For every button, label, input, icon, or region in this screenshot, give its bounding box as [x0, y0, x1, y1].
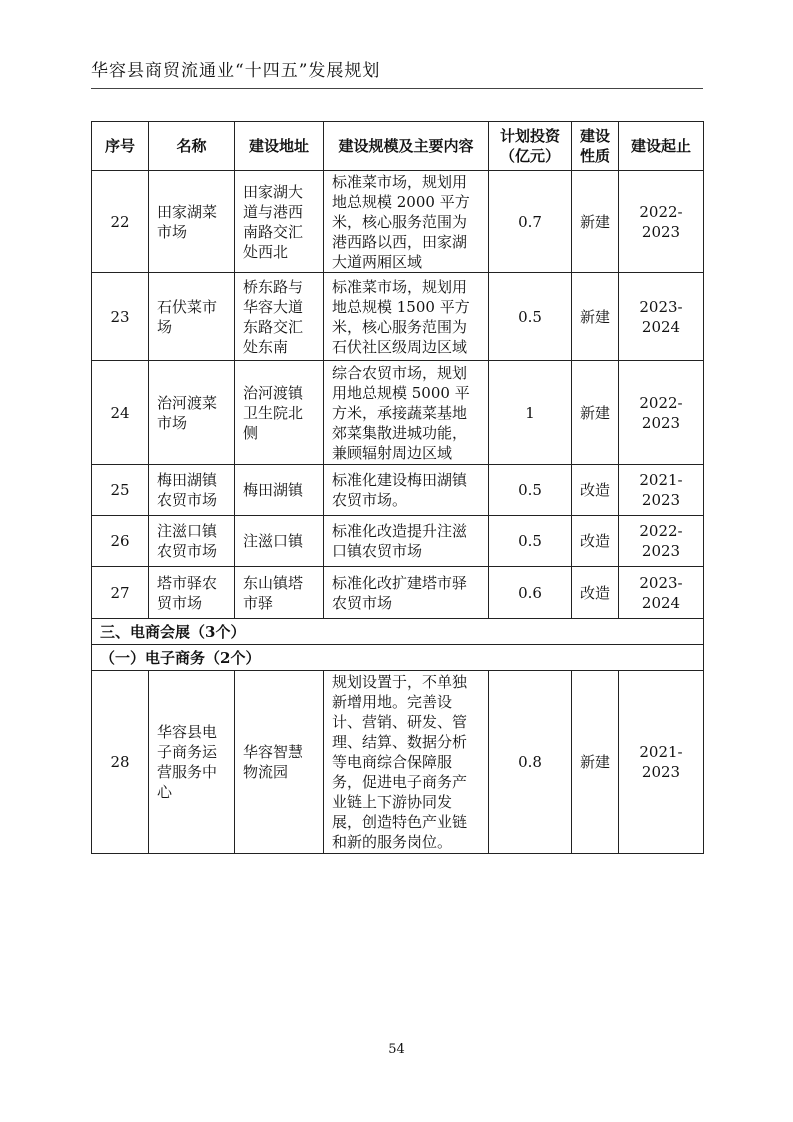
cell-period: 2023-2024: [619, 273, 704, 361]
cell-investment: 0.5: [489, 273, 572, 361]
project-table: [91, 121, 704, 854]
table-header: [92, 122, 704, 171]
cell-content: 规划设置于，不单独新增用地。完善设计、营销、研发、管理、结算、数据分析等电商综合保障服务，促进电子商务产业链上下游协同发展，创造特色产业链和新的服务岗位。: [324, 671, 489, 854]
cell-name: 注滋口镇农贸市场: [149, 516, 235, 567]
cell-address: 田家湖大道与港西南路交汇处西北: [235, 171, 324, 273]
cell-investment: 0.7: [489, 171, 572, 273]
cell-name: 塔市驿农贸市场: [149, 567, 235, 619]
cell-no: 25: [92, 465, 149, 516]
cell-period: 2023-2024: [619, 567, 704, 619]
table-row: [92, 516, 704, 567]
cell-no: 24: [92, 361, 149, 465]
cell-name: 田家湖菜市场: [149, 171, 235, 273]
section-title: 三、电商会展（3个）: [92, 619, 704, 645]
cell-no: 26: [92, 516, 149, 567]
cell-address: 东山镇塔市驿: [235, 567, 324, 619]
col-header-name: 名称: [149, 122, 235, 171]
cell-investment: 0.6: [489, 567, 572, 619]
section-row: [92, 619, 704, 645]
table-row: [92, 273, 704, 361]
table-row: [92, 361, 704, 465]
cell-nature: 新建: [572, 273, 619, 361]
subsection-title: （一）电子商务（2个）: [92, 645, 704, 671]
cell-period: 2021-2023: [619, 465, 704, 516]
subsection-row: [92, 645, 704, 671]
cell-content: 标准菜市场，规划用地总规模 1500 平方米，核心服务范围为石伏社区级周边区域: [324, 273, 489, 361]
cell-period: 2022-2023: [619, 171, 704, 273]
cell-investment: 0.5: [489, 465, 572, 516]
table-row: [92, 567, 704, 619]
cell-content: 标准化改扩建塔市驿农贸市场: [324, 567, 489, 619]
table-row: [92, 171, 704, 273]
col-header-period: 建设起止: [619, 122, 704, 171]
table-row: [92, 465, 704, 516]
running-header: 华容县商贸流通业“十四五”发展规划: [91, 61, 381, 81]
col-header-nature: 建设性质: [572, 122, 619, 171]
header-rule: [91, 88, 703, 89]
cell-no: 22: [92, 171, 149, 273]
cell-name: 华容县电子商务运营服务中心: [149, 671, 235, 854]
cell-address: 治河渡镇卫生院北侧: [235, 361, 324, 465]
cell-period: 2022-2023: [619, 361, 704, 465]
cell-address: 桥东路与华容大道东路交汇处东南: [235, 273, 324, 361]
col-header-no: 序号: [92, 122, 149, 171]
cell-content: 标准化建设梅田湖镇农贸市场。: [324, 465, 489, 516]
cell-nature: 改造: [572, 465, 619, 516]
cell-address: 华容智慧物流园: [235, 671, 324, 854]
page-number: 54: [388, 1042, 405, 1057]
table-row: [92, 671, 704, 854]
cell-no: 23: [92, 273, 149, 361]
cell-no: 27: [92, 567, 149, 619]
cell-nature: 新建: [572, 171, 619, 273]
cell-investment: 0.8: [489, 671, 572, 854]
cell-nature: 新建: [572, 671, 619, 854]
cell-nature: 新建: [572, 361, 619, 465]
cell-name: 治河渡菜市场: [149, 361, 235, 465]
cell-nature: 改造: [572, 516, 619, 567]
col-header-content: 建设规模及主要内容: [324, 122, 489, 171]
col-header-address: 建设地址: [235, 122, 324, 171]
cell-investment: 1: [489, 361, 572, 465]
cell-address: 梅田湖镇: [235, 465, 324, 516]
cell-period: 2021-2023: [619, 671, 704, 854]
cell-nature: 改造: [572, 567, 619, 619]
cell-investment: 0.5: [489, 516, 572, 567]
cell-name: 石伏菜市场: [149, 273, 235, 361]
cell-period: 2022-2023: [619, 516, 704, 567]
cell-name: 梅田湖镇农贸市场: [149, 465, 235, 516]
cell-content: 标准菜市场，规划用地总规模 2000 平方米，核心服务范围为港西路以西，田家湖大道两厢区域: [324, 171, 489, 273]
cell-content: 综合农贸市场，规划用地总规模 5000 平方米，承接蔬菜基地郊菜集散进城功能，兼顾辐射周边区域: [324, 361, 489, 465]
cell-no: 28: [92, 671, 149, 854]
cell-address: 注滋口镇: [235, 516, 324, 567]
cell-content: 标准化改造提升注滋口镇农贸市场: [324, 516, 489, 567]
col-header-investment: 计划投资（亿元）: [489, 122, 572, 171]
